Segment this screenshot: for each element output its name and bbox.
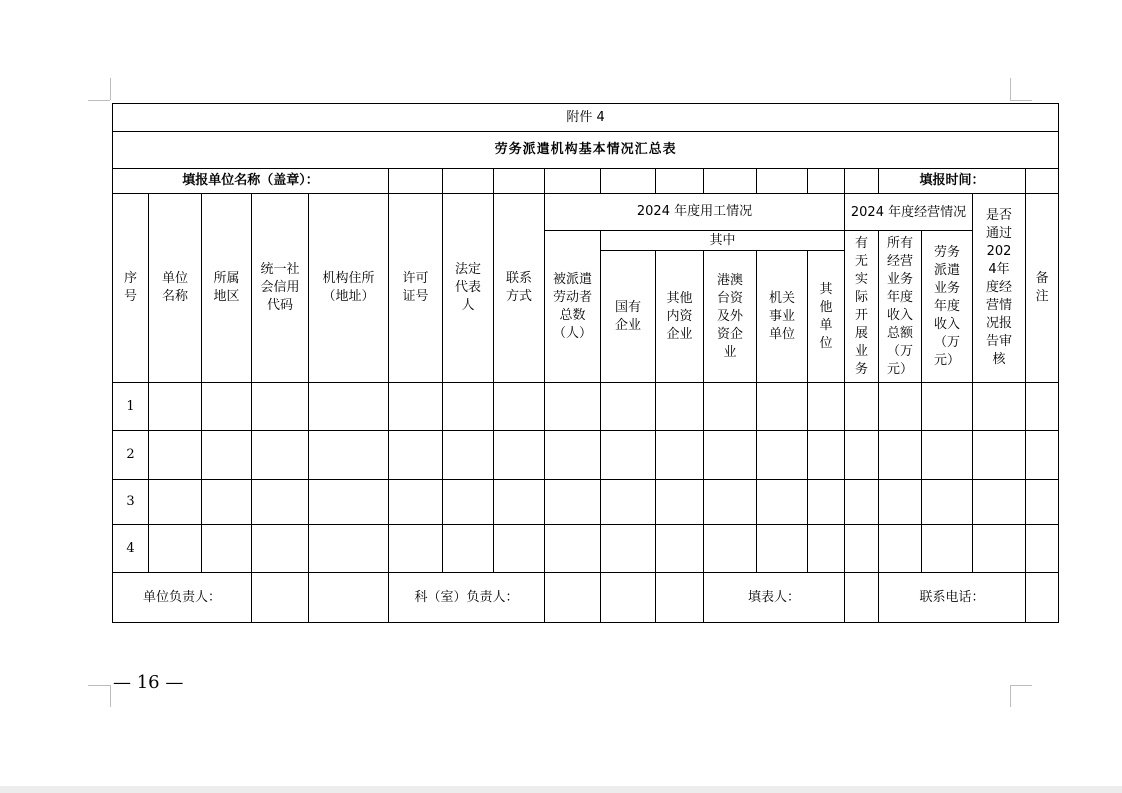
- crop-mark-bottom-left: [88, 685, 110, 686]
- data-cell[interactable]: [494, 480, 545, 525]
- data-cell[interactable]: [704, 480, 757, 525]
- data-cell[interactable]: [494, 525, 545, 573]
- data-cell[interactable]: [757, 431, 808, 480]
- data-cell[interactable]: [252, 480, 309, 525]
- summary-table: [112, 103, 1059, 623]
- data-cell[interactable]: [808, 525, 845, 573]
- blank-cell[interactable]: [545, 169, 601, 194]
- header-state-owned: 国有企业: [601, 251, 656, 383]
- data-cell[interactable]: [808, 480, 845, 525]
- data-cell[interactable]: [252, 525, 309, 573]
- data-cell[interactable]: [973, 383, 1026, 431]
- header-hk-macao-tw-foreign: 港澳台资及外资企业: [704, 251, 757, 383]
- data-cell[interactable]: [973, 525, 1026, 573]
- header-has-business: 有无实际开展业务: [845, 231, 879, 383]
- data-cell[interactable]: [879, 525, 922, 573]
- data-cell[interactable]: [202, 525, 252, 573]
- data-cell[interactable]: [443, 480, 494, 525]
- data-cell[interactable]: [443, 383, 494, 431]
- header-report-passed: 是否通过2024年度经营情况报告审核: [973, 194, 1026, 383]
- bottom-edge-strip: [0, 786, 1122, 793]
- data-cell[interactable]: [656, 431, 704, 480]
- data-cell[interactable]: [808, 431, 845, 480]
- header-among-them: 其中: [601, 231, 845, 251]
- data-cell[interactable]: [922, 431, 973, 480]
- data-cell[interactable]: [389, 431, 443, 480]
- blank-cell[interactable]: [252, 573, 309, 623]
- crop-mark-top-left: [110, 78, 111, 100]
- row-number: 3: [113, 480, 149, 525]
- header-operation-group: 2024 年度经营情况: [845, 194, 973, 231]
- data-cell[interactable]: [494, 383, 545, 431]
- blank-cell[interactable]: [601, 169, 656, 194]
- blank-cell[interactable]: [309, 573, 389, 623]
- data-cell[interactable]: [845, 431, 879, 480]
- data-cell[interactable]: [601, 480, 656, 525]
- header-seq: 序号: [113, 194, 149, 383]
- data-cell[interactable]: [656, 525, 704, 573]
- header-legal-rep: 法定代表人: [443, 194, 494, 383]
- data-cell[interactable]: [252, 383, 309, 431]
- data-cell[interactable]: [389, 383, 443, 431]
- data-cell[interactable]: [443, 431, 494, 480]
- data-cell[interactable]: [1026, 480, 1059, 525]
- header-contact: 联系方式: [494, 194, 545, 383]
- blank-cell[interactable]: [443, 169, 494, 194]
- header-credit-code: 统一社会信用代码: [252, 194, 309, 383]
- data-cell[interactable]: [845, 480, 879, 525]
- header-region: 所属地区: [202, 194, 252, 383]
- page-title: 劳务派遣机构基本情况汇总表: [113, 132, 1059, 169]
- data-cell[interactable]: [443, 525, 494, 573]
- data-cell[interactable]: [149, 383, 202, 431]
- fill-unit-label: 填报单位名称（盖章）：: [113, 169, 389, 194]
- data-cell[interactable]: [845, 525, 879, 573]
- blank-cell[interactable]: [656, 169, 704, 194]
- blank-cell[interactable]: [1026, 573, 1059, 623]
- footer-filler-label: 填表人：: [704, 573, 845, 623]
- data-cell[interactable]: [389, 480, 443, 525]
- data-cell[interactable]: [252, 431, 309, 480]
- data-cell[interactable]: [389, 525, 443, 573]
- data-cell[interactable]: [202, 383, 252, 431]
- data-cell[interactable]: [973, 431, 1026, 480]
- data-cell[interactable]: [309, 525, 389, 573]
- data-cell[interactable]: [808, 383, 845, 431]
- data-cell[interactable]: [704, 383, 757, 431]
- header-other-units: 其他单位: [808, 251, 845, 383]
- header-institutions: 机关事业单位: [757, 251, 808, 383]
- footer-unit-head-label: 单位负责人：: [113, 573, 252, 623]
- data-cell[interactable]: [879, 431, 922, 480]
- crop-mark-bottom-left: [110, 685, 111, 707]
- header-address: 机构住所（地址）: [309, 194, 389, 383]
- data-cell[interactable]: [1026, 525, 1059, 573]
- row-number: 1: [113, 383, 149, 431]
- blank-cell[interactable]: [494, 169, 545, 194]
- data-cell[interactable]: [656, 383, 704, 431]
- data-cell[interactable]: [757, 383, 808, 431]
- header-remarks: 备注: [1026, 194, 1059, 383]
- data-cell[interactable]: [309, 383, 389, 431]
- data-cell[interactable]: [149, 525, 202, 573]
- footer-phone-label: 联系电话：: [879, 573, 1026, 623]
- data-cell[interactable]: [704, 525, 757, 573]
- data-cell[interactable]: [601, 525, 656, 573]
- data-cell[interactable]: [757, 525, 808, 573]
- data-cell[interactable]: [879, 480, 922, 525]
- blank-cell[interactable]: [1026, 169, 1059, 194]
- data-cell[interactable]: [922, 383, 973, 431]
- data-cell[interactable]: [601, 431, 656, 480]
- page-number: — 16 —: [113, 672, 184, 693]
- data-cell[interactable]: [845, 383, 879, 431]
- header-unit-name: 单位名称: [149, 194, 202, 383]
- data-cell[interactable]: [545, 383, 601, 431]
- data-cell[interactable]: [757, 480, 808, 525]
- data-cell[interactable]: [149, 480, 202, 525]
- blank-cell[interactable]: [845, 169, 879, 194]
- data-cell[interactable]: [202, 431, 252, 480]
- data-cell[interactable]: [1026, 431, 1059, 480]
- blank-cell[interactable]: [601, 573, 656, 623]
- blank-cell[interactable]: [656, 573, 704, 623]
- fill-time-label: 填报时间：: [879, 169, 1026, 194]
- blank-cell[interactable]: [545, 573, 601, 623]
- header-license: 许可证号: [389, 194, 443, 383]
- blank-cell[interactable]: [757, 169, 808, 194]
- footer-dept-head-label: 科（室）负责人：: [389, 573, 545, 623]
- header-other-domestic: 其他内资企业: [656, 251, 704, 383]
- data-cell[interactable]: [309, 480, 389, 525]
- crop-mark-top-left: [88, 100, 110, 101]
- crop-mark-bottom-right: [1010, 685, 1032, 686]
- crop-mark-top-right: [1010, 78, 1011, 100]
- blank-cell[interactable]: [704, 169, 757, 194]
- blank-cell[interactable]: [845, 573, 879, 623]
- data-cell[interactable]: [309, 431, 389, 480]
- crop-mark-top-right: [1010, 100, 1032, 101]
- data-cell[interactable]: [922, 480, 973, 525]
- crop-mark-bottom-right: [1010, 685, 1011, 707]
- data-cell[interactable]: [1026, 383, 1059, 431]
- header-dispatch-revenue: 劳务派遣业务年度收入（万元）: [922, 231, 973, 383]
- row-number: 4: [113, 525, 149, 573]
- data-cell[interactable]: [704, 431, 757, 480]
- data-cell[interactable]: [149, 431, 202, 480]
- data-cell[interactable]: [494, 431, 545, 480]
- header-employment-group: 2024 年度用工情况: [545, 194, 845, 231]
- header-total-revenue: 所有经营业务年度收入总额（万元）: [879, 231, 922, 383]
- data-cell[interactable]: [545, 525, 601, 573]
- row-number: 2: [113, 431, 149, 480]
- data-cell[interactable]: [601, 383, 656, 431]
- data-cell[interactable]: [922, 525, 973, 573]
- data-cell[interactable]: [545, 431, 601, 480]
- data-cell[interactable]: [545, 480, 601, 525]
- data-cell[interactable]: [879, 383, 922, 431]
- blank-cell[interactable]: [808, 169, 845, 194]
- blank-cell[interactable]: [389, 169, 443, 194]
- header-total-dispatched: 被派遣劳动者总数（人）: [545, 231, 601, 383]
- data-cell[interactable]: [202, 480, 252, 525]
- annex-label: 附件 4: [113, 104, 1059, 132]
- data-cell[interactable]: [973, 480, 1026, 525]
- data-cell[interactable]: [656, 480, 704, 525]
